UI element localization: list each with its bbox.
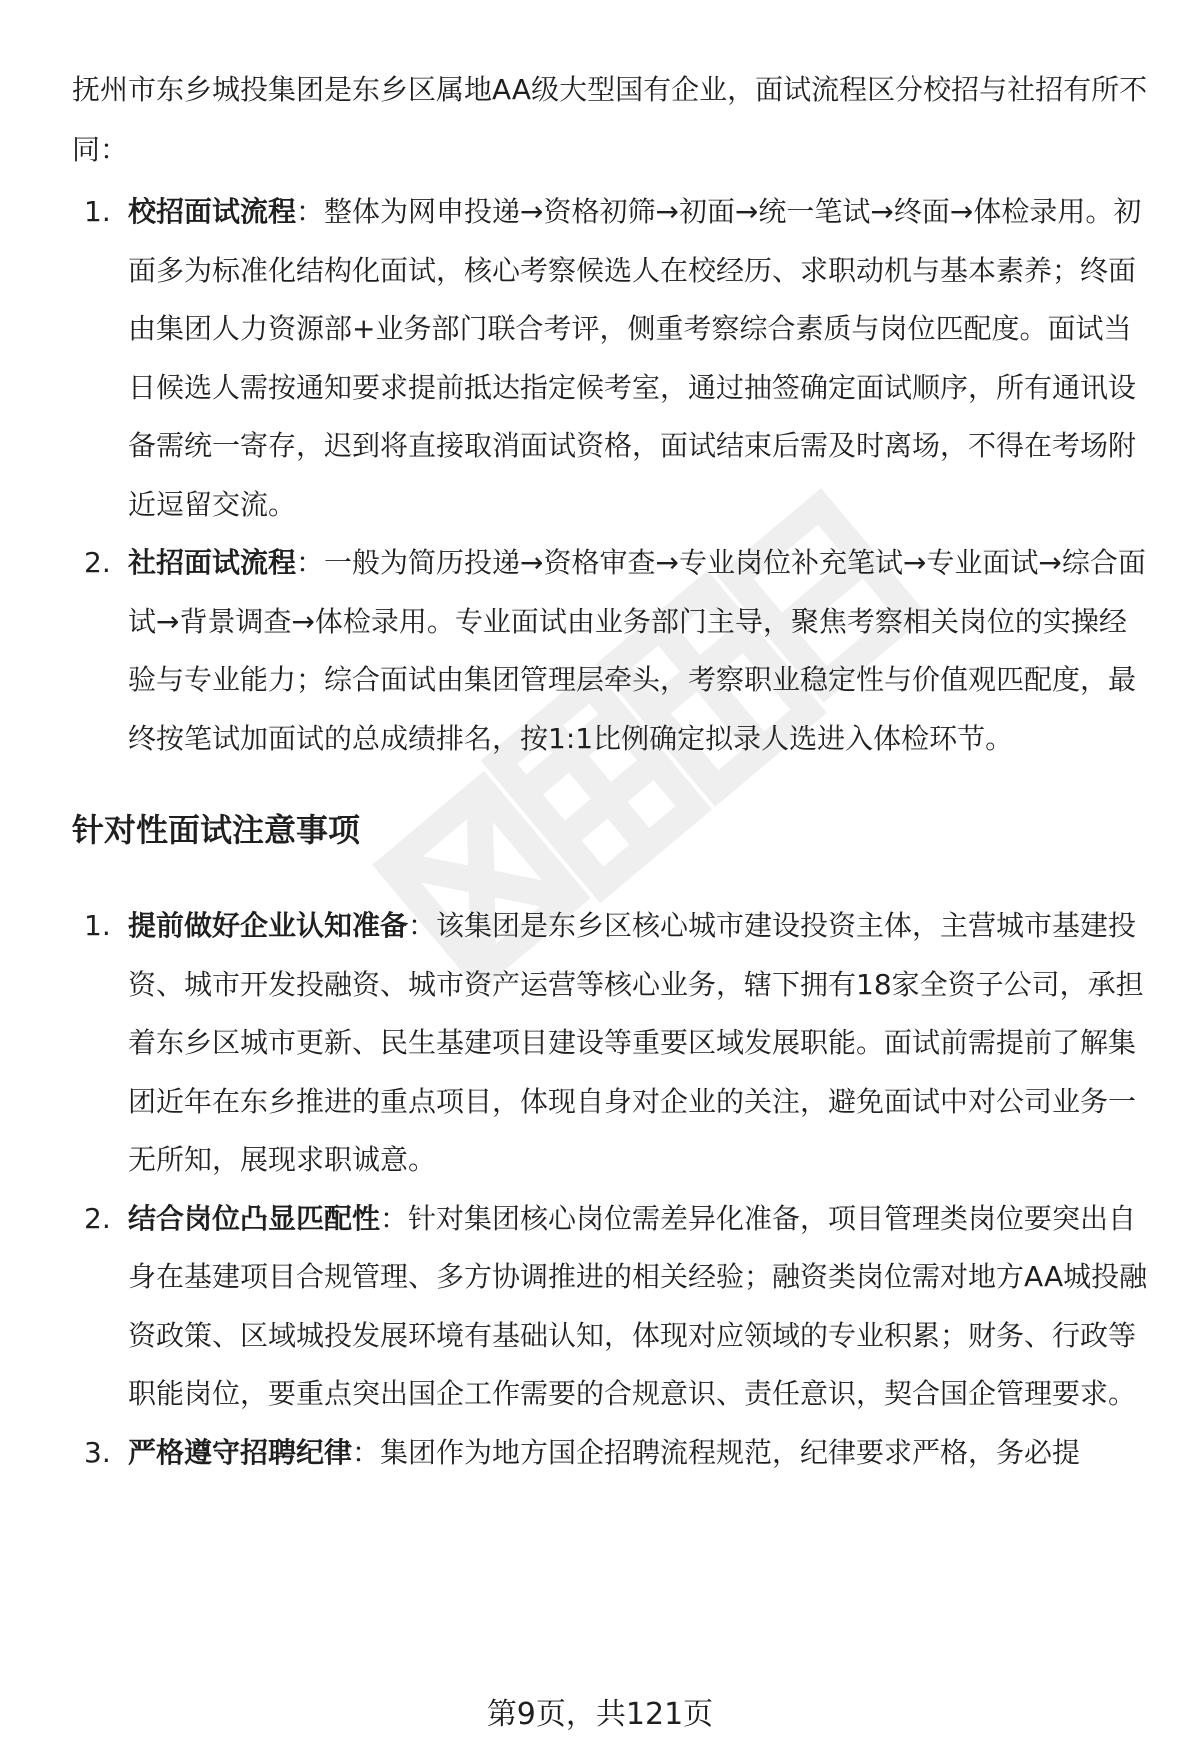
list-item-title: 校招面试流程 bbox=[128, 195, 297, 228]
list-number: 1. bbox=[84, 195, 111, 228]
list-item bbox=[72, 1190, 1152, 1424]
list-item-title: 提前做好企业认知准备 bbox=[128, 909, 409, 942]
intro-paragraph: 抚州市东乡城投集团是东乡区属地AA级大型国有企业，面试流程区分校招与社招有所不同： bbox=[72, 73, 1148, 166]
list-item bbox=[72, 897, 1152, 1190]
section-heading: 针对性面试注意事项 bbox=[72, 811, 361, 849]
list-item bbox=[72, 534, 1152, 768]
page-number-footer: 第9页，共121页 bbox=[486, 1697, 714, 1732]
list-item-title: 结合岗位凸显匹配性 bbox=[128, 1201, 381, 1235]
list-item bbox=[72, 1424, 1152, 1483]
list-item-title: 严格遵守招聘纪律 bbox=[128, 1435, 353, 1469]
list-number: 3. bbox=[84, 1435, 111, 1469]
list-number: 1. bbox=[84, 909, 111, 942]
list-item-text: ：该集团是东乡区核心城市建设投资主体，主营城市基建投资、城市开发投融资、城市资产运营等核心业务，辖下拥有18家全资子公司，承担着东乡区城市更新、民生基建项目建设等重要区域发展职能。面试前需提前了解集团近年在东乡推进的重点项目，体现自身对企业的关注，避免面试中对公司业务一无所知，展现求职诚意。 bbox=[128, 909, 1144, 1176]
list-item-text: ：一般为简历投递→资格审查→专业岗位补充笔试→专业面试→综合面试→背景调查→体检录用。专业面试由业务部门主导，聚焦考察相关岗位的实操经验与专业能力；综合面试由集团管理层牵头，考察职业稳定性与价值观匹配度，最终按笔试加面试的总成绩排名，按1:1比例确定拟录人选进入体检环节。 bbox=[128, 546, 1146, 755]
list-item bbox=[72, 183, 1152, 534]
list-item-text: ：集团作为地方国企招聘流程规范，纪律要求严格，务必提 bbox=[352, 1435, 1081, 1469]
list-number: 2. bbox=[84, 546, 111, 579]
list-item-title: 社招面试流程 bbox=[128, 546, 297, 579]
interview-tips-list bbox=[72, 897, 1152, 1482]
list-item-text: ：整体为网申投递→资格初筛→初面→统一笔试→终面→体检录用。初面多为标准化结构化面试，核心考察候选人在校经历、求职动机与基本素养；终面由集团人力资源部+业务部门联合考评，侧重考察综合素质与岗位匹配度。面试当日候选人需按通知要求提前抵达指定候考室，通过抽签确定面试顺序，所有通讯设备需统一寄存，迟到将直接取消面试资格，面试结束后需及时离场，不得在考场附近逗留交流。 bbox=[128, 195, 1142, 521]
list-item-text: ：针对集团核心岗位需差异化准备，项目管理类岗位要突出自身在基建项目合规管理、多方协调推进的相关经验；融资类岗位需对地方AA城投融资政策、区域城投发展环境有基础认知，体现对应领域的专业积累；财务、行政等职能岗位，要重点突出国企工作需要的合规意识、责任意识，契合国企管理要求。 bbox=[128, 1201, 1148, 1410]
list-number: 2. bbox=[84, 1201, 111, 1235]
interview-process-list bbox=[72, 183, 1152, 768]
